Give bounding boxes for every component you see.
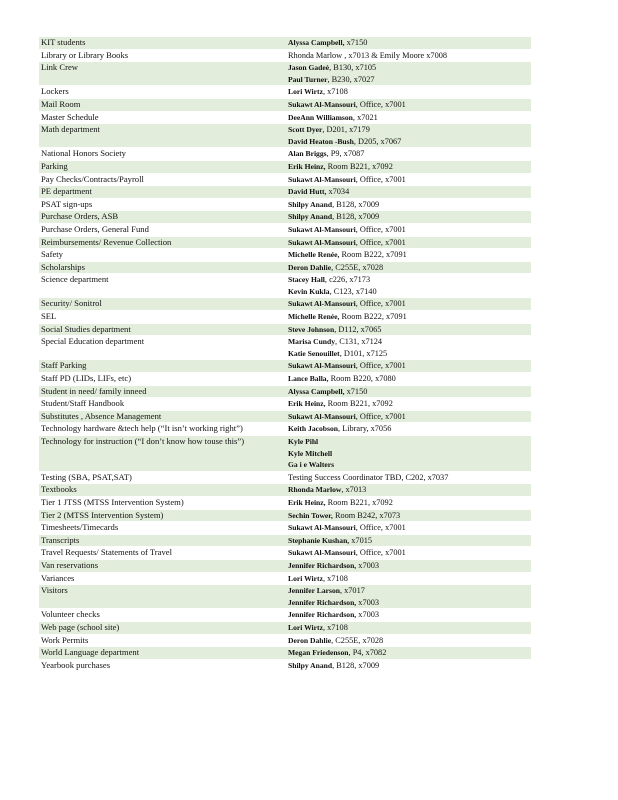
directory-topic: Link Crew — [39, 62, 286, 86]
contact-details: , D112, x7065 — [334, 324, 382, 334]
contact-line — [288, 186, 529, 198]
contact-name: Jennifer Richardson, — [288, 560, 357, 570]
contact-line — [288, 622, 529, 634]
directory-contact — [286, 124, 531, 148]
contact-name: Sukawt Al-Mansouri — [288, 299, 356, 309]
directory-contact — [286, 261, 531, 274]
directory-contact — [286, 274, 531, 298]
contact-name: Sukawt Al-Mansouri — [288, 411, 356, 421]
directory-contact — [286, 98, 531, 111]
contact-line — [288, 360, 529, 372]
contact-name: Alyssa Campbell, — [288, 38, 345, 47]
directory-contact — [286, 211, 531, 224]
contact-name: Jennifer Larson — [288, 586, 340, 596]
directory-row — [39, 186, 531, 199]
directory-contact — [286, 111, 531, 124]
directory-contact — [286, 410, 531, 423]
directory-topic: Reimbursements/ Revenue Collection — [39, 236, 286, 249]
contact-name: Sukawt Al-Mansouri — [288, 174, 356, 184]
directory-topic: Library or Library Books — [39, 49, 286, 62]
contact-line — [288, 547, 529, 559]
contact-line — [288, 522, 529, 534]
contact-details: Room B221, x7092 — [325, 497, 393, 507]
contact-details: , B230, x7027 — [327, 74, 375, 84]
contact-line — [288, 161, 529, 173]
directory-row — [39, 124, 531, 148]
contact-details: , x7108 — [322, 622, 348, 632]
contact-details: , C255E, x7028 — [331, 635, 384, 645]
contact-line — [288, 112, 529, 124]
directory-row — [39, 111, 531, 124]
directory-topic: Textbooks — [39, 484, 286, 497]
staff-contact-directory-table — [39, 37, 531, 672]
directory-topic: Staff PD (LIDs, LIFs, etc) — [39, 373, 286, 386]
contact-name: Rhonda Marlow — [288, 485, 342, 495]
contact-line — [288, 472, 529, 484]
directory-contact — [286, 311, 531, 324]
directory-topic: PSAT sign-ups — [39, 198, 286, 211]
contact-name: Alan Briggs — [288, 149, 327, 159]
contact-line — [288, 274, 529, 286]
contact-details: , B128, x7009 — [332, 212, 380, 222]
directory-contact — [286, 360, 531, 373]
contact-name: Keith Jacobson — [288, 424, 338, 434]
contact-line — [288, 647, 529, 659]
contact-name: Steve Johnson — [288, 324, 335, 334]
contact-line — [288, 448, 529, 460]
directory-row — [39, 647, 531, 660]
directory-row — [39, 559, 531, 572]
contact-line — [288, 237, 529, 249]
contact-name: Paul Turner — [288, 74, 328, 84]
contact-details: , Office, x7001 — [355, 299, 406, 309]
directory-contact — [286, 436, 531, 472]
contact-line — [288, 174, 529, 186]
directory-row — [39, 360, 531, 373]
contact-details: , Office, x7001 — [355, 174, 406, 184]
directory-row — [39, 436, 531, 472]
contact-name: Sukawt Al-Mansouri — [288, 361, 356, 371]
contact-details: Rhonda Marlow , x7013 & Emily Moore x7008 — [288, 50, 448, 60]
contact-line — [288, 211, 529, 223]
directory-topic: Volunteer checks — [39, 609, 286, 622]
contact-name: David Hutt, — [288, 187, 327, 197]
directory-topic: Testing (SBA, PSAT,SAT) — [39, 471, 286, 484]
contact-line — [288, 597, 529, 609]
directory-contact — [286, 323, 531, 336]
contact-details: x7150 — [344, 386, 368, 396]
directory-row — [39, 323, 531, 336]
contact-details: , x7013 — [341, 485, 367, 495]
contact-name: Shilpy Anand — [288, 212, 333, 222]
directory-contact — [286, 186, 531, 199]
directory-topic: Security/ Sonitrol — [39, 298, 286, 311]
directory-row — [39, 410, 531, 423]
contact-name: Sechin Tower, — [288, 510, 333, 520]
contact-line — [288, 99, 529, 111]
contact-details: Room B221, x7092 — [325, 161, 393, 171]
contact-name: Kevin Kukla — [288, 286, 330, 296]
contact-details: , x7021 — [352, 112, 378, 122]
directory-topic: Master Schedule — [39, 111, 286, 124]
contact-line — [288, 298, 529, 310]
directory-contact — [286, 398, 531, 411]
directory-topic: Safety — [39, 249, 286, 262]
directory-topic: Transcripts — [39, 534, 286, 547]
directory-contact — [286, 173, 531, 186]
contact-name: Michelle Renée, — [288, 250, 340, 260]
contact-name: Lori Wirtz — [288, 622, 323, 632]
contact-details: , B128, x7009 — [332, 199, 380, 209]
contact-name: Erik Heinz, — [288, 399, 326, 409]
directory-contact — [286, 236, 531, 249]
directory-topic: Visitors — [39, 585, 286, 609]
contact-name: Michelle Renée, — [288, 312, 340, 322]
contact-details: , Office, x7001 — [355, 237, 406, 247]
directory-contact — [286, 609, 531, 622]
directory-contact — [286, 496, 531, 509]
contact-line — [288, 573, 529, 585]
contact-details: , P9, x7087 — [326, 149, 365, 159]
directory-topic: Pay Checks/Contracts/Payroll — [39, 173, 286, 186]
directory-row — [39, 249, 531, 262]
directory-contact — [286, 423, 531, 436]
directory-row — [39, 496, 531, 509]
directory-contact — [286, 160, 531, 173]
directory-contact — [286, 249, 531, 262]
directory-contact — [286, 559, 531, 572]
contact-details: , B130, x7105 — [329, 63, 377, 73]
contact-line — [288, 560, 529, 572]
contact-details: , C255E, x7028 — [331, 262, 384, 272]
directory-topic: Technology hardware &tech help (“It isn’t working right”) — [39, 423, 286, 436]
directory-topic: Social Studies department — [39, 323, 286, 336]
contact-details: , Library, x7056 — [338, 424, 392, 434]
contact-line — [288, 348, 529, 360]
contact-line — [288, 249, 529, 261]
contact-name: Kyle Pihl — [288, 437, 319, 446]
directory-row — [39, 621, 531, 634]
directory-row — [39, 398, 531, 411]
directory-row — [39, 585, 531, 609]
directory-topic: Substitutes , Absence Management — [39, 410, 286, 423]
contact-details: x7003 — [356, 560, 380, 570]
contact-details: , Office, x7001 — [355, 224, 406, 234]
contact-name: Sukawt Al-Mansouri — [288, 523, 356, 533]
directory-contact — [286, 585, 531, 609]
directory-topic: KIT students — [39, 37, 286, 49]
contact-line — [288, 311, 529, 323]
contact-name: Erik Heinz, — [288, 161, 326, 171]
directory-row — [39, 236, 531, 249]
contact-line — [288, 535, 529, 547]
contact-line — [288, 286, 529, 298]
directory-topic: World Language department — [39, 647, 286, 660]
contact-line — [288, 336, 529, 348]
contact-line — [288, 74, 529, 86]
directory-topic: Variances — [39, 572, 286, 585]
directory-topic: Student/Staff Handbook — [39, 398, 286, 411]
contact-name: Erik Heinz, — [288, 497, 326, 507]
contact-details: Room B242, x7073 — [332, 510, 401, 520]
directory-contact — [286, 547, 531, 560]
directory-topic: Student in need/ family inneed — [39, 385, 286, 398]
contact-details: , D201, x7179 — [322, 125, 370, 135]
contact-line — [288, 199, 529, 211]
directory-contact — [286, 86, 531, 99]
directory-contact — [286, 37, 531, 49]
directory-contact — [286, 634, 531, 647]
contact-details: x7003 — [356, 597, 380, 607]
directory-contact — [286, 659, 531, 672]
directory-row — [39, 634, 531, 647]
directory-contact — [286, 522, 531, 535]
contact-line — [288, 324, 529, 336]
directory-contact — [286, 471, 531, 484]
directory-row — [39, 198, 531, 211]
contact-line — [288, 148, 529, 160]
directory-row — [39, 160, 531, 173]
contact-details: Room B222, x7091 — [339, 250, 407, 260]
directory-topic: Science department — [39, 274, 286, 298]
contact-line — [288, 50, 529, 62]
contact-details: , C123, x7140 — [329, 286, 377, 296]
directory-row — [39, 98, 531, 111]
directory-topic: Yearbook purchases — [39, 659, 286, 672]
contact-name: Stacey Hall — [288, 275, 325, 285]
directory-topic: Tier 2 (MTSS Intervention System) — [39, 509, 286, 522]
directory-contact — [286, 647, 531, 660]
contact-name: Sukawt Al-Mansouri — [288, 224, 356, 234]
directory-row — [39, 423, 531, 436]
contact-details: , Office, x7001 — [355, 361, 406, 371]
directory-contact — [286, 49, 531, 62]
contact-details: x7003 — [356, 610, 380, 620]
contact-line — [288, 585, 529, 597]
contact-details: , Office, x7001 — [355, 523, 406, 533]
directory-row — [39, 659, 531, 672]
directory-row — [39, 484, 531, 497]
directory-contact — [286, 336, 531, 360]
contact-line — [288, 37, 529, 49]
directory-row — [39, 471, 531, 484]
directory-topic: Mail Room — [39, 98, 286, 111]
contact-details: , P4, x7082 — [348, 648, 387, 658]
directory-topic: Tier 1 JTSS (MTSS Intervention System) — [39, 496, 286, 509]
directory-row — [39, 385, 531, 398]
directory-row — [39, 223, 531, 236]
contact-line — [288, 484, 529, 496]
directory-topic: Math department — [39, 124, 286, 148]
directory-row — [39, 336, 531, 360]
contact-details: Testing Success Coordinator TBD, C202, x7037 — [288, 472, 449, 482]
directory-contact — [286, 509, 531, 522]
contact-line — [288, 386, 529, 398]
directory-topic: Web page (school site) — [39, 621, 286, 634]
directory-contact — [286, 298, 531, 311]
contact-name: Kyle Mitchell — [288, 448, 333, 458]
directory-topic: Parking — [39, 160, 286, 173]
directory-contact — [286, 572, 531, 585]
contact-name: Jennifer Richardson, — [288, 610, 357, 620]
contact-details: , x7108 — [322, 87, 348, 97]
contact-line — [288, 635, 529, 647]
contact-details: Room B220, x7080 — [328, 374, 396, 384]
contact-details: , Office, x7001 — [355, 411, 406, 421]
contact-line — [288, 436, 529, 448]
directory-topic: Scholarships — [39, 261, 286, 274]
contact-details: , x7108 — [322, 573, 348, 583]
contact-name: Lance Balla, — [288, 374, 329, 384]
directory-topic: Special Education department — [39, 336, 286, 360]
contact-name: Jennifer Richardson, — [288, 597, 357, 607]
directory-topic: Purchase Orders, ASB — [39, 211, 286, 224]
directory-row — [39, 572, 531, 585]
directory-row — [39, 148, 531, 161]
contact-details: x7150 — [344, 38, 368, 47]
contact-line — [288, 660, 529, 672]
contact-name: Ga i e Walters — [288, 460, 335, 470]
contact-name: Shilpy Anand — [288, 199, 333, 209]
directory-topic: National Honors Society — [39, 148, 286, 161]
contact-line — [288, 609, 529, 621]
contact-line — [288, 510, 529, 522]
contact-details: , Office, x7001 — [355, 99, 406, 109]
contact-name: Lori Wirtz — [288, 87, 323, 97]
directory-row — [39, 547, 531, 560]
directory-row — [39, 534, 531, 547]
contact-name: Katie Senouillet — [288, 348, 340, 358]
contact-name: Stephanie Kushan, — [288, 535, 350, 545]
contact-details: , D205, x7067 — [353, 136, 402, 146]
directory-row — [39, 298, 531, 311]
contact-details: Room B221, x7092 — [325, 399, 393, 409]
contact-line — [288, 136, 529, 148]
directory-topic: PE department — [39, 186, 286, 199]
directory-row — [39, 49, 531, 62]
contact-name: Sukawt Al-Mansouri — [288, 237, 356, 247]
directory-row — [39, 522, 531, 535]
contact-name: Shilpy Anand — [288, 660, 333, 670]
contact-line — [288, 62, 529, 74]
directory-contact — [286, 534, 531, 547]
contact-name: Sukawt Al-Mansouri — [288, 99, 356, 109]
directory-contact — [286, 385, 531, 398]
directory-topic: Timesheets/Timecards — [39, 522, 286, 535]
contact-name: DeeAnn Williamson — [288, 112, 353, 122]
contact-details: , D101, x7125 — [339, 348, 388, 358]
contact-line — [288, 398, 529, 410]
contact-details: Room B222, x7091 — [339, 312, 407, 322]
directory-body — [39, 37, 531, 672]
directory-row — [39, 311, 531, 324]
directory-row — [39, 373, 531, 386]
contact-line — [288, 497, 529, 509]
directory-row — [39, 173, 531, 186]
contact-name: Megan Friedenson — [288, 648, 349, 658]
contact-name: David Heaton -Bush — [288, 136, 354, 146]
contact-name: Deron Dahlie — [288, 635, 332, 645]
directory-contact — [286, 198, 531, 211]
directory-topic: Staff Parking — [39, 360, 286, 373]
directory-contact — [286, 621, 531, 634]
contact-line — [288, 124, 529, 136]
contact-name: Jason Gadeè — [288, 63, 330, 73]
directory-row — [39, 609, 531, 622]
contact-line — [288, 373, 529, 385]
directory-topic: Travel Requests/ Statements of Travel — [39, 547, 286, 560]
directory-row — [39, 37, 531, 49]
directory-topic: Van reservations — [39, 559, 286, 572]
contact-name: Sukawt Al-Mansouri — [288, 548, 356, 558]
contact-name: Scott Dyer — [288, 125, 323, 135]
directory-row — [39, 62, 531, 86]
contact-name: Deron Dahlie — [288, 262, 332, 272]
directory-row — [39, 211, 531, 224]
contact-details: , x7017 — [339, 586, 365, 596]
contact-details: x7015 — [349, 535, 373, 545]
contact-line — [288, 411, 529, 423]
directory-row — [39, 86, 531, 99]
contact-name: Lori Wirtz — [288, 573, 323, 583]
contact-line — [288, 423, 529, 435]
directory-row — [39, 509, 531, 522]
directory-topic: Technology for instruction (“I don’t know how touse this”) — [39, 436, 286, 472]
directory-topic: SEL — [39, 311, 286, 324]
contact-name: Marisa Cundy — [288, 337, 336, 347]
contact-line — [288, 224, 529, 236]
contact-details: x7034 — [326, 187, 350, 197]
directory-row — [39, 261, 531, 274]
contact-details: , Office, x7001 — [355, 548, 406, 558]
contact-line — [288, 86, 529, 98]
contact-name: Alyssa Campbell, — [288, 386, 345, 396]
directory-topic: Purchase Orders, General Fund — [39, 223, 286, 236]
contact-details: , c226, x7173 — [324, 275, 371, 285]
directory-contact — [286, 62, 531, 86]
directory-row — [39, 274, 531, 298]
directory-contact — [286, 223, 531, 236]
directory-topic: Lockers — [39, 86, 286, 99]
contact-details: , B128, x7009 — [332, 660, 380, 670]
directory-contact — [286, 373, 531, 386]
contact-details: , C131, x7124 — [335, 337, 383, 347]
directory-topic: Work Permits — [39, 634, 286, 647]
directory-contact — [286, 148, 531, 161]
directory-contact — [286, 484, 531, 497]
contact-line — [288, 459, 529, 471]
contact-line — [288, 262, 529, 274]
